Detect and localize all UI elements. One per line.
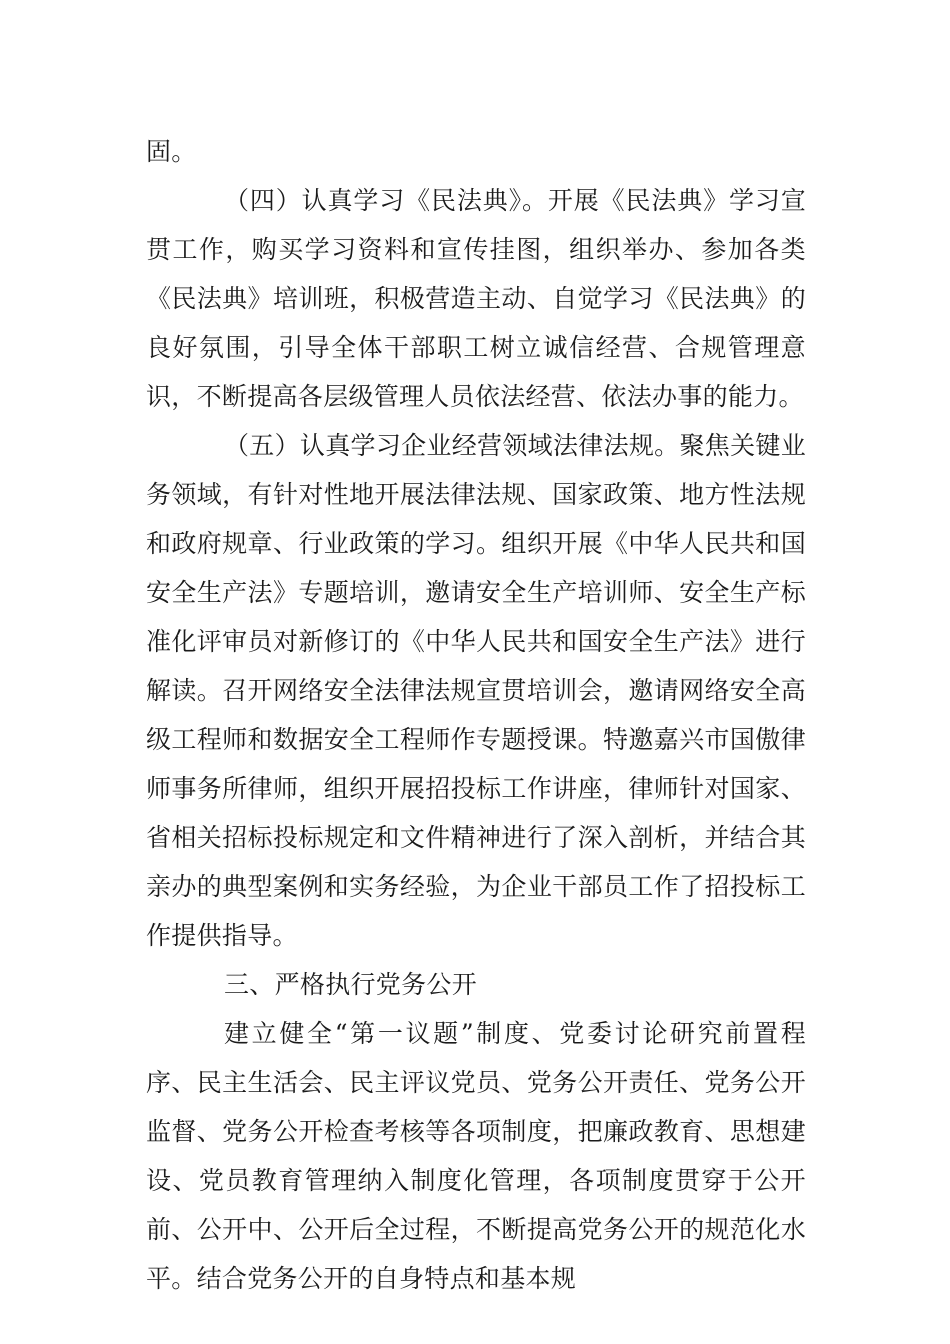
section-heading-party-affairs: 三、严格执行党务公开 — [224, 970, 478, 999]
paragraph-civil-code-study: （四）认真学习《民法典》。开展《民法典》学习宣贯工作，购买学习资料和宣传挂图，组织举办、参加各类《民法典》培训班，积极营造主动、自觉学习《民法典》的良好氛围，引导全体干部职工树立诚信经营、合规管理意识，不断提高各层级管理人员依法经营、依法办事的能力。 — [146, 186, 806, 411]
paragraph-continuation: 固。 — [146, 137, 197, 166]
document-body — [146, 127, 806, 1303]
paragraph-party-affairs-system: 建立健全“第一议题”制度、党委讨论研究前置程序、民主生活会、民主评议党员、党务公开责任、党务公开监督、党务公开检查考核等各项制度，把廉政教育、思想建设、党员教育管理纳入制度化管理，各项制度贯穿于公开前、公开中、公开后全过程，不断提高党务公开的规范化水平。结合党务公开的自身特点和基本规 — [146, 1019, 806, 1293]
paragraph-enterprise-law-study: （五）认真学习企业经营领域法律法规。聚焦关键业务领域，有针对性地开展法律法规、国家政策、地方性法规和政府规章、行业政策的学习。组织开展《中华人民共和国安全生产法》专题培训，邀请安全生产培训师、安全生产标准化评审员对新修订的《中华人民共和国安全生产法》进行解读。召开网络安全法律法规宣贯培训会，邀请网络安全高级工程师和数据安全工程师作专题授课。特邀嘉兴市国傲律师事务所律师，组织开展招投标工作讲座，律师针对国家、省相关招标投标规定和文件精神进行了深入剖析，并结合其亲办的典型案例和实务经验，为企业干部员工作了招投标工作提供指导。 — [146, 431, 806, 950]
